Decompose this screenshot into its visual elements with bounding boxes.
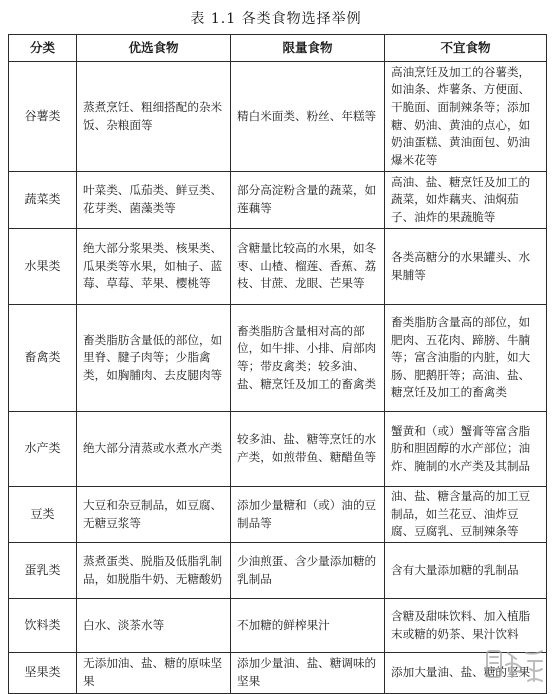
avoid-cell: 添加大量油、盐、糖的坚果 (385, 653, 547, 694)
preferred-cell: 蒸煮蛋类、脱脂及低脂乳制品，如脱脂牛奶、无糖酸奶 (77, 543, 231, 599)
category-cell: 水果类 (9, 229, 77, 305)
avoid-cell: 高油烹饪及加工的谷薯类，如油条、炸薯条、方便面、干脆面、面制辣条等；添加糖、奶油、黄油的点心，如奶油蛋糕、黄油面包、奶油爆米花等 (385, 62, 547, 172)
avoid-cell: 各类高糖分的水果罐头、水果脯等 (385, 229, 547, 305)
avoid-cell: 高油、盐、糖烹饪及加工的蔬菜，如炸藕夹、油焖茄子、油炸的果蔬脆等 (385, 172, 547, 229)
preferred-cell: 畜类脂肪含量低的部位，如里脊、腱子肉等；少脂禽类，如胸脯肉、去皮腿肉等 (77, 305, 231, 412)
limited-cell: 添加少量糖和（或）油的豆制品等 (231, 487, 385, 543)
avoid-cell: 畜类脂肪含量高的部位，如肥肉、五花肉、蹄膀、牛腩等；富含油脂的内脏，如大肠、肥鹅肝等；高油、盐、糖烹饪及加工的畜禽类 (385, 305, 547, 412)
category-cell: 水产类 (9, 412, 77, 487)
table-caption: 表 1.1 各类食物选择举例 (190, 11, 362, 27)
table-row (9, 487, 547, 543)
category-cell: 饮料类 (9, 599, 77, 653)
limited-cell: 少油煎蛋、含少量添加糖的乳制品 (231, 543, 385, 599)
table-row (9, 543, 547, 599)
category-cell: 畜禽类 (9, 305, 77, 412)
preferred-cell: 大豆和杂豆制品，如豆腐、无糖豆浆等 (77, 487, 231, 543)
table-row (9, 412, 547, 487)
column-header-preferred: 优选食物 (77, 35, 231, 62)
preferred-cell: 无添加油、盐、糖的原味坚果 (77, 653, 231, 694)
food-selection-table (8, 34, 547, 694)
avoid-cell: 含糖及甜味饮料、加入植脂末或糖的奶茶、果汁饮料 (385, 599, 547, 653)
avoid-cell: 蟹黄和（或）蟹膏等富含脂肪和胆固醇的水产部位；油炸、腌制的水产类及其制品 (385, 412, 547, 487)
table-row (9, 229, 547, 305)
column-header-limited: 限量食物 (231, 35, 385, 62)
category-cell: 坚果类 (9, 653, 77, 694)
preferred-cell: 白水、淡茶水等 (77, 599, 231, 653)
column-header-category: 分类 (9, 35, 77, 62)
preferred-cell: 蒸煮烹饪、粗细搭配的杂米饭、杂粮面等 (77, 62, 231, 172)
table-row (9, 172, 547, 229)
table-row (9, 305, 547, 412)
avoid-cell: 含有大量添加糖的乳制品 (385, 543, 547, 599)
preferred-cell: 绝大部分浆果类、核果类、瓜果类等水果，如柚子、蓝莓、草莓、苹果、樱桃等 (77, 229, 231, 305)
table-row (9, 62, 547, 172)
category-cell: 谷薯类 (9, 62, 77, 172)
table-row (9, 599, 547, 653)
limited-cell: 不加糖的鲜榨果汁 (231, 599, 385, 653)
preferred-cell: 叶菜类、瓜茄类、鲜豆类、花芽类、菌藻类等 (77, 172, 231, 229)
category-cell: 豆类 (9, 487, 77, 543)
column-header-avoid: 不宜食物 (385, 35, 547, 62)
limited-cell: 含糖量比较高的水果，如冬枣、山楂、榴莲、香蕉、荔枝、甘蔗、龙眼、芒果等 (231, 229, 385, 305)
limited-cell: 较多油、盐、糖等烹饪的水产类，如煎带鱼、糖醋鱼等 (231, 412, 385, 487)
limited-cell: 精白米面类、粉丝、年糕等 (231, 62, 385, 172)
limited-cell: 畜类脂肪含量相对高的部位，如牛排、小排、肩部肉等；带皮禽类；较多油、盐、糖烹饪及加工的畜禽类 (231, 305, 385, 412)
category-cell: 蔬菜类 (9, 172, 77, 229)
limited-cell: 添加少量油、盐、糖调味的坚果 (231, 653, 385, 694)
limited-cell: 部分高淀粉含量的蔬菜，如莲藕等 (231, 172, 385, 229)
table-header-row (9, 35, 547, 62)
avoid-cell: 油、盐、糖含量高的加工豆制品，如兰花豆、油炸豆腐、豆腐乳、豆制辣条等 (385, 487, 547, 543)
preferred-cell: 绝大部分清蒸或水煮水产类 (77, 412, 231, 487)
category-cell: 蛋乳类 (9, 543, 77, 599)
table-row (9, 653, 547, 694)
